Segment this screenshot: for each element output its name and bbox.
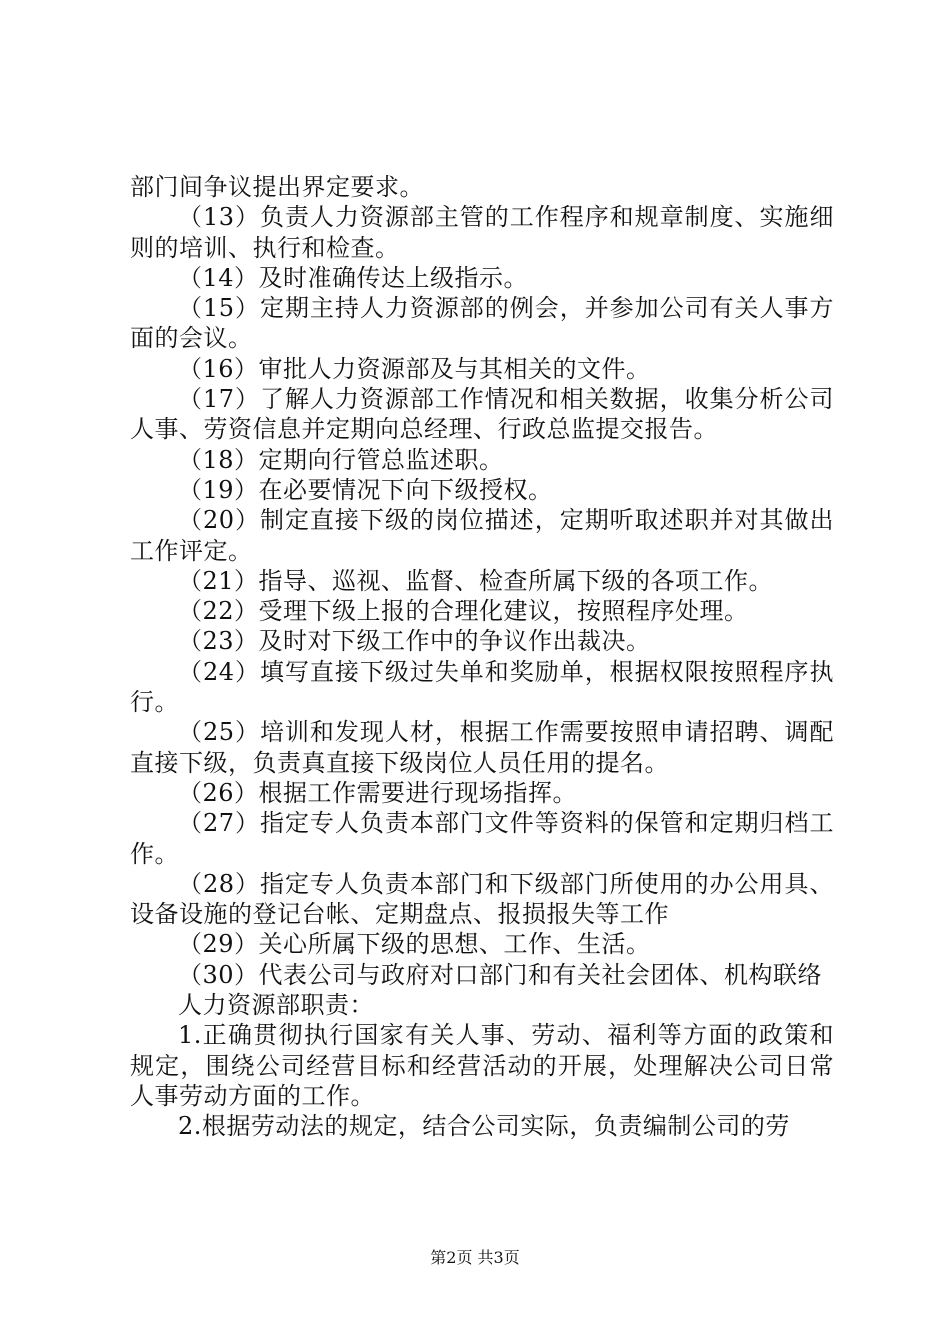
paragraph-20: （20）制定直接下级的岗位描述，定期听取述职并对其做出工作评定。 <box>130 506 834 565</box>
paragraph-15: （15）定期主持人力资源部的例会，并参加公司有关人事方面的会议。 <box>130 294 834 353</box>
paragraph-27: （27）指定专人负责本部门文件等资料的保管和定期归档工作。 <box>130 809 834 868</box>
paragraph-28: （28）指定专人负责本部门和下级部门所使用的办公用具、设备设施的登记台帐、定期盘点、报损报失等工作 <box>130 869 834 929</box>
duty-item-2: 2.根据劳动法的规定，结合公司实际，负责编制公司的劳 <box>178 1112 790 1141</box>
paragraph-22: （22）受理下级上报的合理化建议，按照程序处理。 <box>178 597 749 626</box>
paragraph-17: （17）了解人力资源部工作情况和相关数据，收集分析公司人事、劳资信息并定期向总经理、行政总监提交报告。 <box>130 385 834 444</box>
paragraph-14: （14）及时准确传达上级指示。 <box>178 263 529 292</box>
section-heading: 人力资源部职责： <box>178 991 374 1020</box>
paragraph-continued: 部门间争议提出界定要求。 <box>130 173 424 201</box>
paragraph-13: （13）负责人力资源部主管的工作程序和规章制度、实施细则的培训、执行和检查。 <box>130 203 834 262</box>
paragraph-30: （30）代表公司与政府对口部门和有关社会团体、机构联络 <box>178 960 823 989</box>
duty-item-1: 1.正确贯彻执行国家有关人事、劳动、福利等方面的政策和规定，围绕公司经营目标和经营活动的开展，处理解决公司日常人事劳动方面的工作。 <box>130 1021 834 1110</box>
paragraph-19: （19）在必要情况下向下级授权。 <box>178 475 553 504</box>
document-body <box>130 172 834 1142</box>
paragraph-23: （23）及时对下级工作中的争议作出裁决。 <box>178 627 651 656</box>
paragraph-26: （26）根据工作需要进行现场指挥。 <box>178 778 578 807</box>
paragraph-25: （25）培训和发现人材，根据工作需要按照申请招聘、调配直接下级，负责真直接下级岗位人员任用的提名。 <box>130 718 834 777</box>
paragraph-29: （29）关心所属下级的思想、工作、生活。 <box>178 930 651 959</box>
paragraph-24: （24）填写直接下级过失单和奖励单，根据权限按照程序执行。 <box>130 657 834 717</box>
paragraph-21: （21）指导、巡视、监督、检查所属下级的各项工作。 <box>178 566 774 595</box>
paragraph-18: （18）定期向行管总监述职。 <box>178 445 504 474</box>
page-number-footer: 第2页 共3页 <box>430 1248 520 1267</box>
paragraph-16: （16）审批人力资源部及与其相关的文件。 <box>178 354 651 383</box>
